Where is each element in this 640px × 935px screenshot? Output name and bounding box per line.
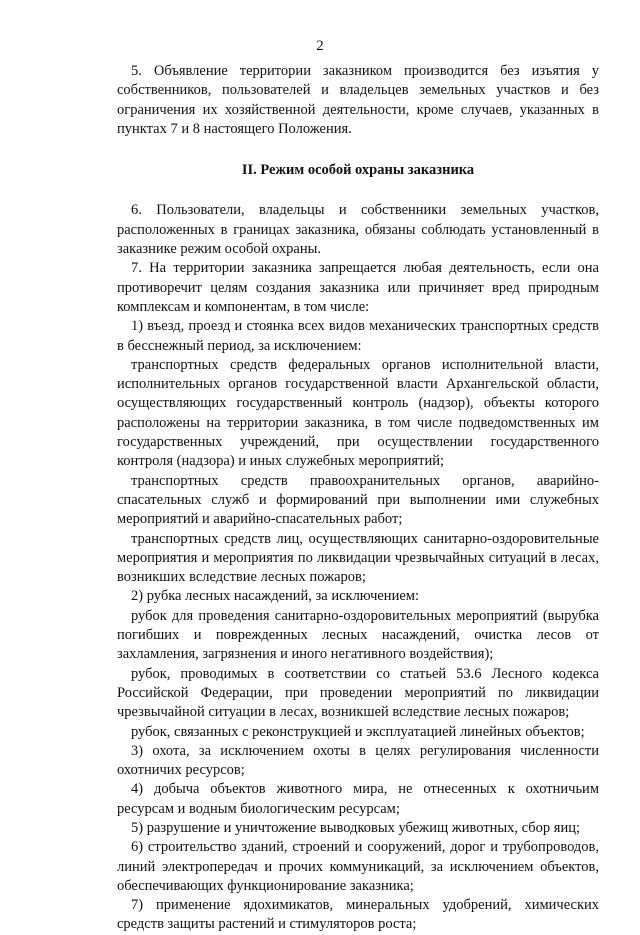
item-4: 4) добыча объектов животного мира, не отнесенных к охотничьим ресурсам и водным биологическим ресурсам;: [117, 781, 599, 817]
item-1-exception-b: транспортных средств правоохранительных органов, аварийно-спасательных служб и формирований при выполнении ими служебных мероприятий и аварийно-спасательных работ;: [117, 472, 599, 528]
page-number: 2: [316, 38, 324, 54]
item-2-exception-a: рубок для проведения санитарно-оздоровительных мероприятий (вырубка погибших и поврежденных лесных насаждений, очистка лесов от захламления, загрязнения и иного негативного воздействия);: [117, 607, 599, 663]
paragraph-6: 6. Пользователи, владельцы и собственники земельных участков, расположенных в границах заказника, обязаны соблюдать установленный в заказнике режим особой охраны.: [117, 202, 599, 258]
item-7: 7) применение ядохимикатов, минеральных удобрений, химических средств защиты растений и стимуляторов роста;: [117, 897, 599, 933]
item-2: 2) рубка лесных насаждений, за исключением:: [131, 588, 419, 605]
item-3: 3) охота, за исключением охоты в целях регулирования численности охотничих ресурсов;: [117, 742, 599, 779]
item-1-exception-a: транспортных средств федеральных органов исполнительной власти, исполнительных органов государственной власти Архангельской области, осуществляющих государственный контроль (надзор), объекты которого расположены на территории заказника, в том числе подведомственных им государственных учреждений, при осуществлении государственного контроля (надзора) и иных служебных мероприятий;: [117, 356, 599, 470]
item-2-exception-c: рубок, связанных с реконструкцией и эксплуатацией линейных объектов;: [131, 723, 585, 740]
section-heading: II. Режим особой охраны заказника: [241, 162, 475, 179]
item-1-exception-c: транспортных средств лиц, осуществляющих санитарно-оздоровительные мероприятия и мероприятия по ликвидации чрезвычайных ситуаций в лесах, возникших вследствие лесных пожаров;: [117, 530, 599, 586]
item-2-exception-b: рубок, проводимых в соответствии со статьей 53.6 Лесного кодекса Российской Федерации, при проведении мероприятий по ликвидации чрезвычайной ситуации в лесах, возникшей вследствие лесных пожаров;: [117, 665, 599, 721]
paragraph-7: 7. На территории заказника запрещается любая деятельность, если она противоречит целям создания заказника или причиняет вред природным комплексам и компонентам, в том числе:: [117, 260, 599, 315]
item-5: 5) разрушение и уничтожение выводковых убежищ животных, сбор яиц;: [131, 819, 581, 836]
item-1: 1) въезд, проезд и стоянка всех видов механических транспортных средств в бесснежный период, за исключением:: [117, 318, 599, 354]
document-body: [117, 62, 599, 935]
paragraph-5: 5. Объявление территории заказником производится без изъятия у собственников, пользователей и владельцев земельных участков и без ограничения их хозяйственной деятельности, кроме случаев, указанных в пунктах 7 и 8 настоящего Положения.: [117, 63, 599, 137]
item-6: 6) строительство зданий, строений и сооружений, дорог и трубопроводов, линий электропередач и прочих коммуникаций, за исключением объектов, обеспечивающих функционирование заказника;: [117, 839, 599, 894]
